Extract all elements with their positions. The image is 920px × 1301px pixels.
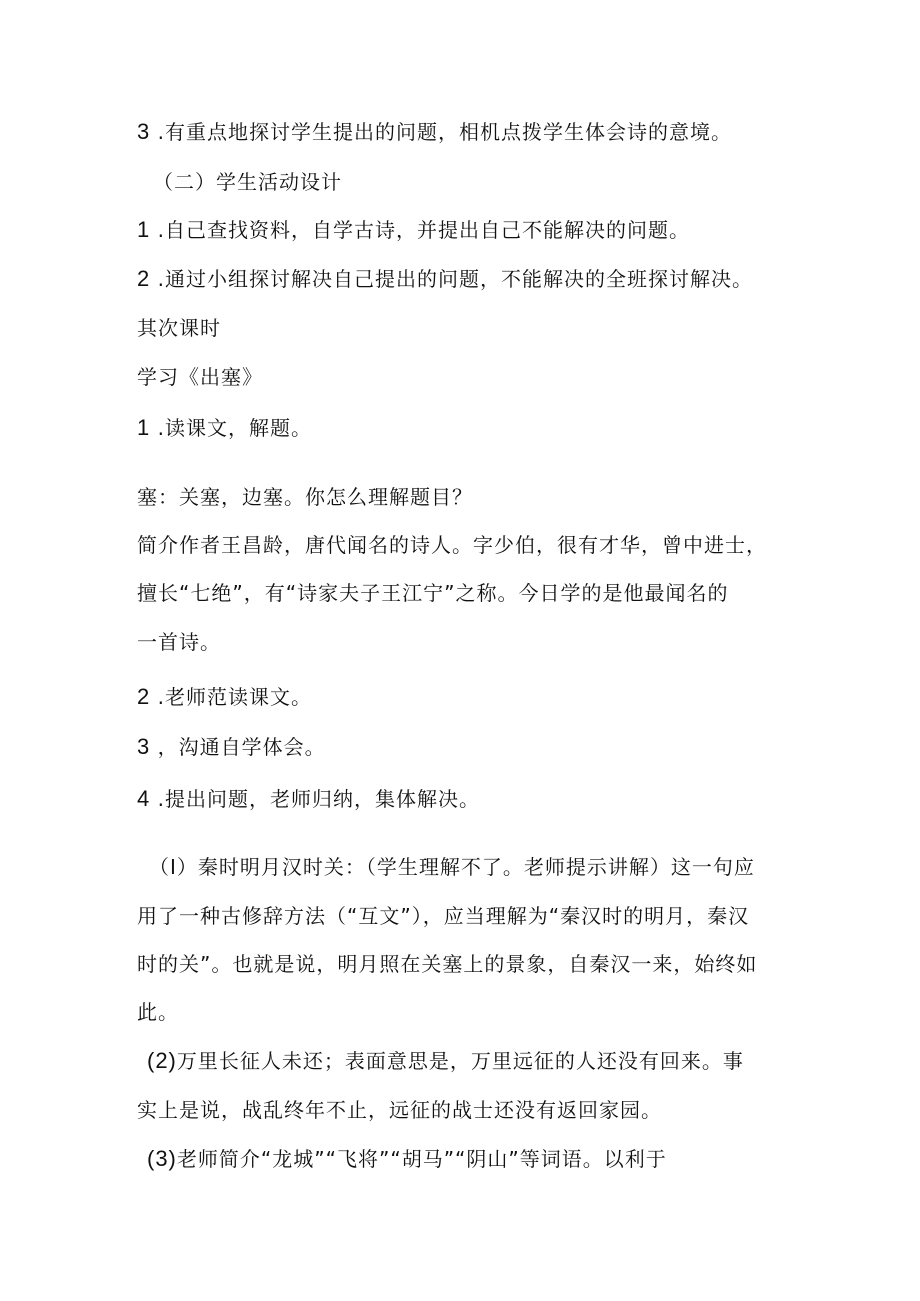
line-text: 此。 — [137, 1000, 179, 1024]
line-number: (3) — [147, 1146, 177, 1171]
doc-line — [137, 733, 326, 761]
line-text: （I）秦时明月汉时关：（学生理解不了。老师提示讲解）这一句应 — [149, 855, 755, 879]
line-text: .老师范读课文。 — [150, 685, 312, 709]
doc-line — [137, 265, 753, 293]
line-number: 1 — [137, 415, 151, 440]
doc-line — [137, 998, 179, 1026]
line-number: 1 — [137, 217, 151, 242]
doc-line — [137, 414, 312, 442]
line-text: 简介作者王昌龄，唐代闻名的诗人。字少伯，很有才华，曾中进士， — [137, 533, 767, 557]
line-text: 实上是说，战乱终年不止，远征的战士还没有返回家园。 — [137, 1098, 662, 1122]
line-number: 4 — [137, 786, 151, 811]
doc-line — [137, 483, 473, 511]
doc-line — [137, 118, 732, 146]
doc-line — [137, 216, 690, 244]
doc-line — [137, 628, 221, 656]
line-text: .有重点地探讨学生提出的问题，相机点拨学生体会诗的意境。 — [150, 120, 732, 144]
line-number: 3 — [137, 734, 151, 759]
doc-line — [147, 1047, 744, 1075]
doc-line — [137, 1096, 662, 1124]
doc-line — [137, 363, 263, 391]
doc-line — [149, 853, 755, 881]
line-text: .读课文，解题。 — [150, 416, 312, 440]
line-text: 一首诗。 — [137, 630, 221, 654]
line-text: .提出问题，老师归纳，集体解决。 — [150, 787, 480, 811]
line-text: 擅长“七绝”，有“诗家夫子王江宁”之称。今日学的是他最闻名的 — [137, 581, 729, 605]
doc-line — [137, 902, 749, 930]
line-number: 2 — [137, 684, 151, 709]
line-text: 塞：关塞，边塞。你怎么理解题目？ — [137, 485, 473, 509]
line-text: （二）学生活动设计 — [153, 170, 342, 194]
doc-line — [137, 950, 757, 978]
line-text: ，沟通自学体会。 — [150, 735, 326, 759]
line-text: .自己查找资料，自学古诗，并提出自己不能解决的问题。 — [150, 218, 690, 242]
line-number: 3 — [137, 119, 151, 144]
line-text: 万里长征人未还；表面意思是，万里远征的人还没有回来。事 — [176, 1049, 744, 1073]
line-number: (2) — [147, 1048, 177, 1073]
line-text: 老师简介“龙城”“飞将”“胡马”“阴山”等词语。以利于 — [176, 1147, 667, 1171]
doc-line — [137, 314, 221, 342]
line-number: 2 — [137, 266, 151, 291]
line-text: 学习《出塞》 — [137, 365, 263, 389]
doc-line — [137, 531, 767, 559]
line-text: 其次课时 — [137, 316, 221, 340]
line-text: 用了一种古修辞方法（“互文”），应当理解为“秦汉时的明月，秦汉 — [137, 904, 750, 928]
line-text: .通过小组探讨解决自己提出的问题，不能解决的全班探讨解决。 — [150, 267, 753, 291]
doc-line — [137, 683, 312, 711]
doc-line — [153, 168, 342, 196]
doc-line — [147, 1145, 667, 1173]
doc-line — [137, 579, 728, 607]
line-text: 时的关”。也就是说，明月照在关塞上的景象，自秦汉一来，始终如 — [137, 952, 758, 976]
doc-line — [137, 785, 480, 813]
